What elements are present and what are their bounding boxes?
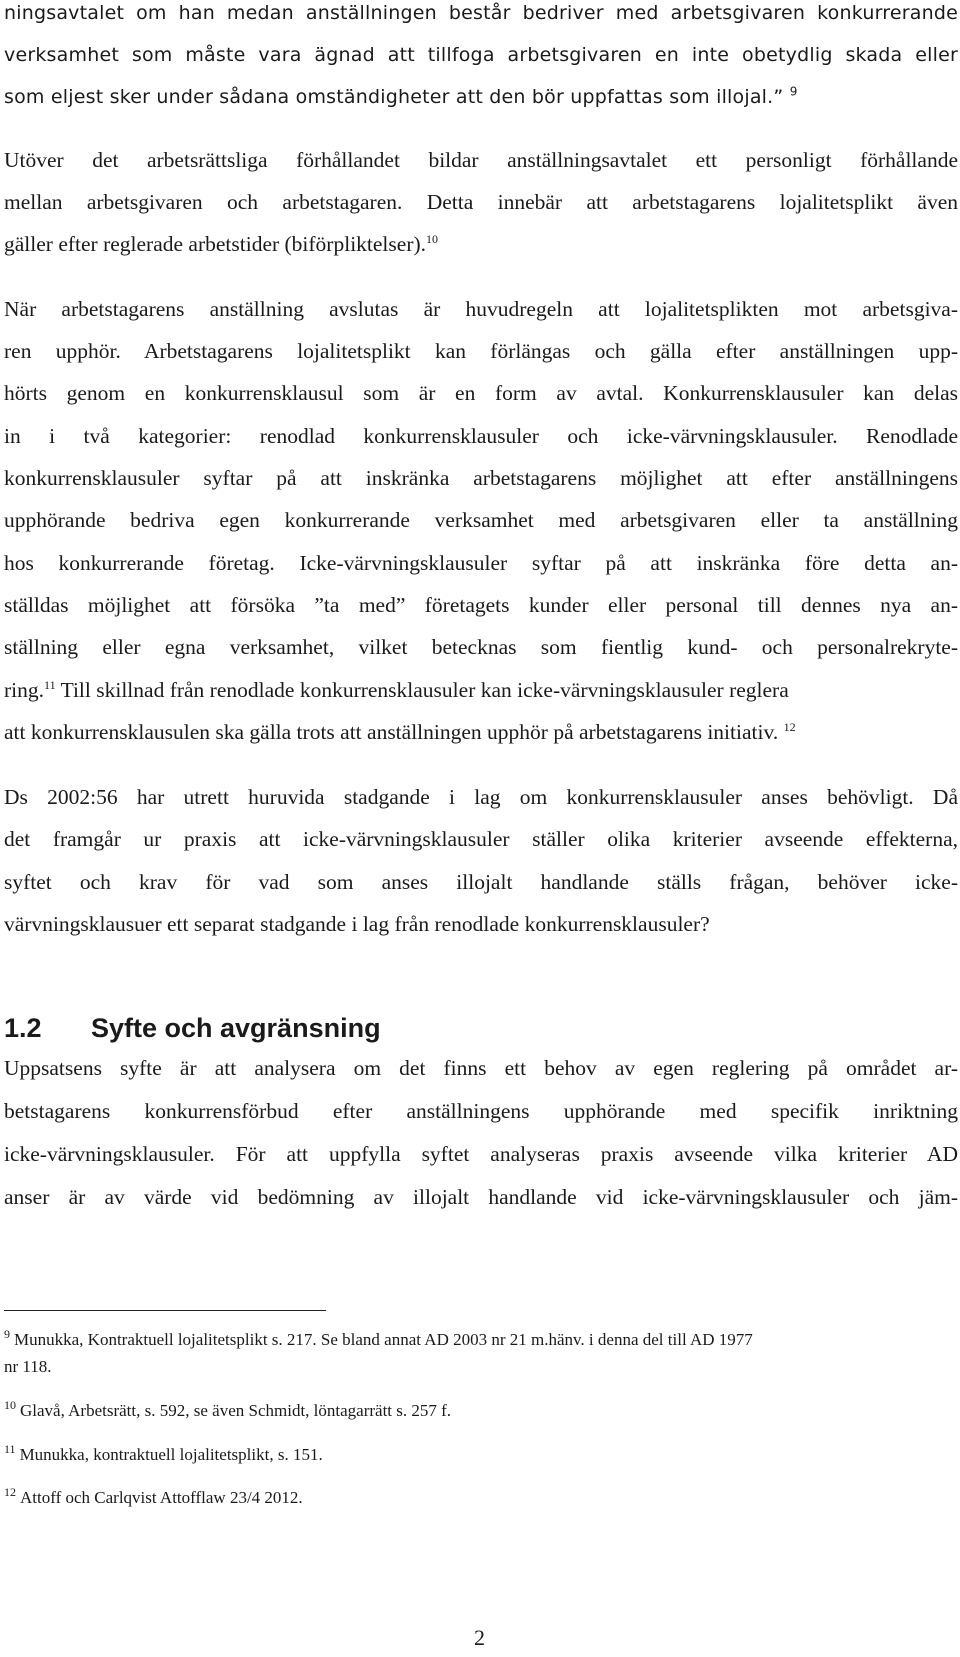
text-line: [4, 719, 796, 745]
text-line: betstagarens konkurrensförbud efter anställningens upphörande med specifik inriktning: [4, 1099, 958, 1123]
text-line: När arbetstagarens anställning avslutas är huvudregeln att lojalitetsplikten mot arbetsgiva-: [4, 297, 958, 321]
footnote-text: Munukka, kontraktuell lojalitetsplikt, s. 151.: [19, 1445, 323, 1464]
section-heading: [4, 1011, 381, 1045]
footnote-continuation: nr 118.: [4, 1357, 52, 1376]
footnote: [4, 1444, 323, 1466]
text-line: [4, 84, 798, 110]
footnote: [4, 1400, 451, 1422]
text-line: Ds 2002:56 har utrett huruvida stadgande i lag om konkurrensklausuler anses behövligt. Då: [4, 785, 958, 809]
footnote-ref: 11: [44, 677, 56, 692]
text-line: hörts genom en konkurrensklausul som är en form av avtal. Konkurrensklausuler kan delas: [4, 381, 958, 405]
footnote-ref: 9: [789, 84, 798, 99]
footnote-number: 10: [4, 1398, 16, 1413]
text-line: ställning eller egna verksamhet, vilket betecknas som fientlig kund- och personalrekryte-: [4, 635, 958, 659]
text-line: värvningsklausuer ett separat stadgande i lag från renodlade konkurrensklausuler?: [4, 912, 710, 936]
text-line: ningsavtalet om han medan anställningen består bedriver med arbetsgivaren konkurrerande: [4, 2, 958, 24]
footnote-text: Munukka, Kontraktuell lojalitetsplikt s. 217. Se bland annat AD 2003 nr 21 m.hänv. i denna del till AD 1977: [14, 1330, 753, 1349]
section-title: Syfte och avgränsning: [91, 1013, 381, 1043]
text-line: syftet och krav för vad som anses illojalt handlande ställs frågan, behöver icke-: [4, 870, 958, 894]
text-run: ring.: [4, 678, 45, 702]
footnote-number: 9: [4, 1327, 10, 1342]
text-line: ren upphör. Arbetstagarens lojalitetsplikt kan förlängas och gälla efter anställningen upp-: [4, 339, 958, 363]
footnote-text: Attoff och Carlqvist Attofflaw 23/4 2012.: [20, 1488, 303, 1507]
page-number: 2: [474, 1625, 485, 1650]
text-line: mellan arbetsgivaren och arbetstagaren. Detta innebär att arbetstagarens lojalitetsplikt även: [4, 190, 958, 214]
text-line: [4, 677, 958, 703]
text-line: Uppsatsens syfte är att analysera om det finns ett behov av egen reglering på området ar-: [4, 1056, 958, 1080]
text-line: in i två kategorier: renodlad konkurrensklausuler och icke-värvningsklausuler. Renodlade: [4, 424, 958, 448]
footnote-number: 12: [4, 1485, 16, 1500]
text-line: ställdas möjlighet att försöka ”ta med” företagets kunder eller personal till dennes nya an-: [4, 593, 958, 617]
footnote-number: 11: [4, 1442, 16, 1457]
text-line: [4, 231, 438, 257]
text-run: Till skillnad från renodlade konkurrensklausuler kan icke-värvningsklausuler reglera: [55, 678, 789, 702]
text-run: som eljest sker under sådana omständigheter att den bör uppfattas som illojal.”: [4, 86, 784, 108]
footnote-ref: 10: [426, 231, 439, 246]
text-line: anser är av värde vid bedömning av illojalt handlande vid icke-värvningsklausuler och jäm-: [4, 1185, 958, 1209]
section-number: 1.2: [4, 1013, 42, 1043]
text-line: konkurrensklausuler syftar på att inskränka arbetstagarens möjlighet att efter anställningens: [4, 466, 958, 490]
footnote: [4, 1487, 303, 1509]
text-line: det framgår ur praxis att icke-värvningsklausuler ställer olika kriterier avseende effekterna,: [4, 827, 958, 851]
text-line: icke-värvningsklausuler. För att uppfylla syftet analyseras praxis avseende vilka kriterier AD: [4, 1142, 958, 1166]
text-line: verksamhet som måste vara ägnad att tillfoga arbetsgivaren en inte obetydlig skada eller: [4, 44, 958, 66]
footnote-text: Glavå, Arbetsrätt, s. 592, se även Schmidt, löntagarrätt s. 257 f.: [20, 1401, 452, 1420]
footnote-ref: 12: [783, 719, 796, 734]
footnote-divider: [4, 1310, 326, 1311]
text-run: gäller efter reglerade arbetstider (biförpliktelser).: [4, 232, 427, 256]
footnote: [4, 1329, 753, 1351]
text-line: upphörande bedriva egen konkurrerande verksamhet med arbetsgivaren eller ta anställning: [4, 508, 958, 532]
text-line: hos konkurrerande företag. Icke-värvningsklausuler syftar på att inskränka före detta an-: [4, 551, 958, 575]
text-line: Utöver det arbetsrättsliga förhållandet bildar anställningsavtalet ett personligt förhållande: [4, 148, 958, 172]
text-run: att konkurrensklausulen ska gälla trots att anställningen upphör på arbetstagarens initiativ.: [4, 720, 779, 744]
